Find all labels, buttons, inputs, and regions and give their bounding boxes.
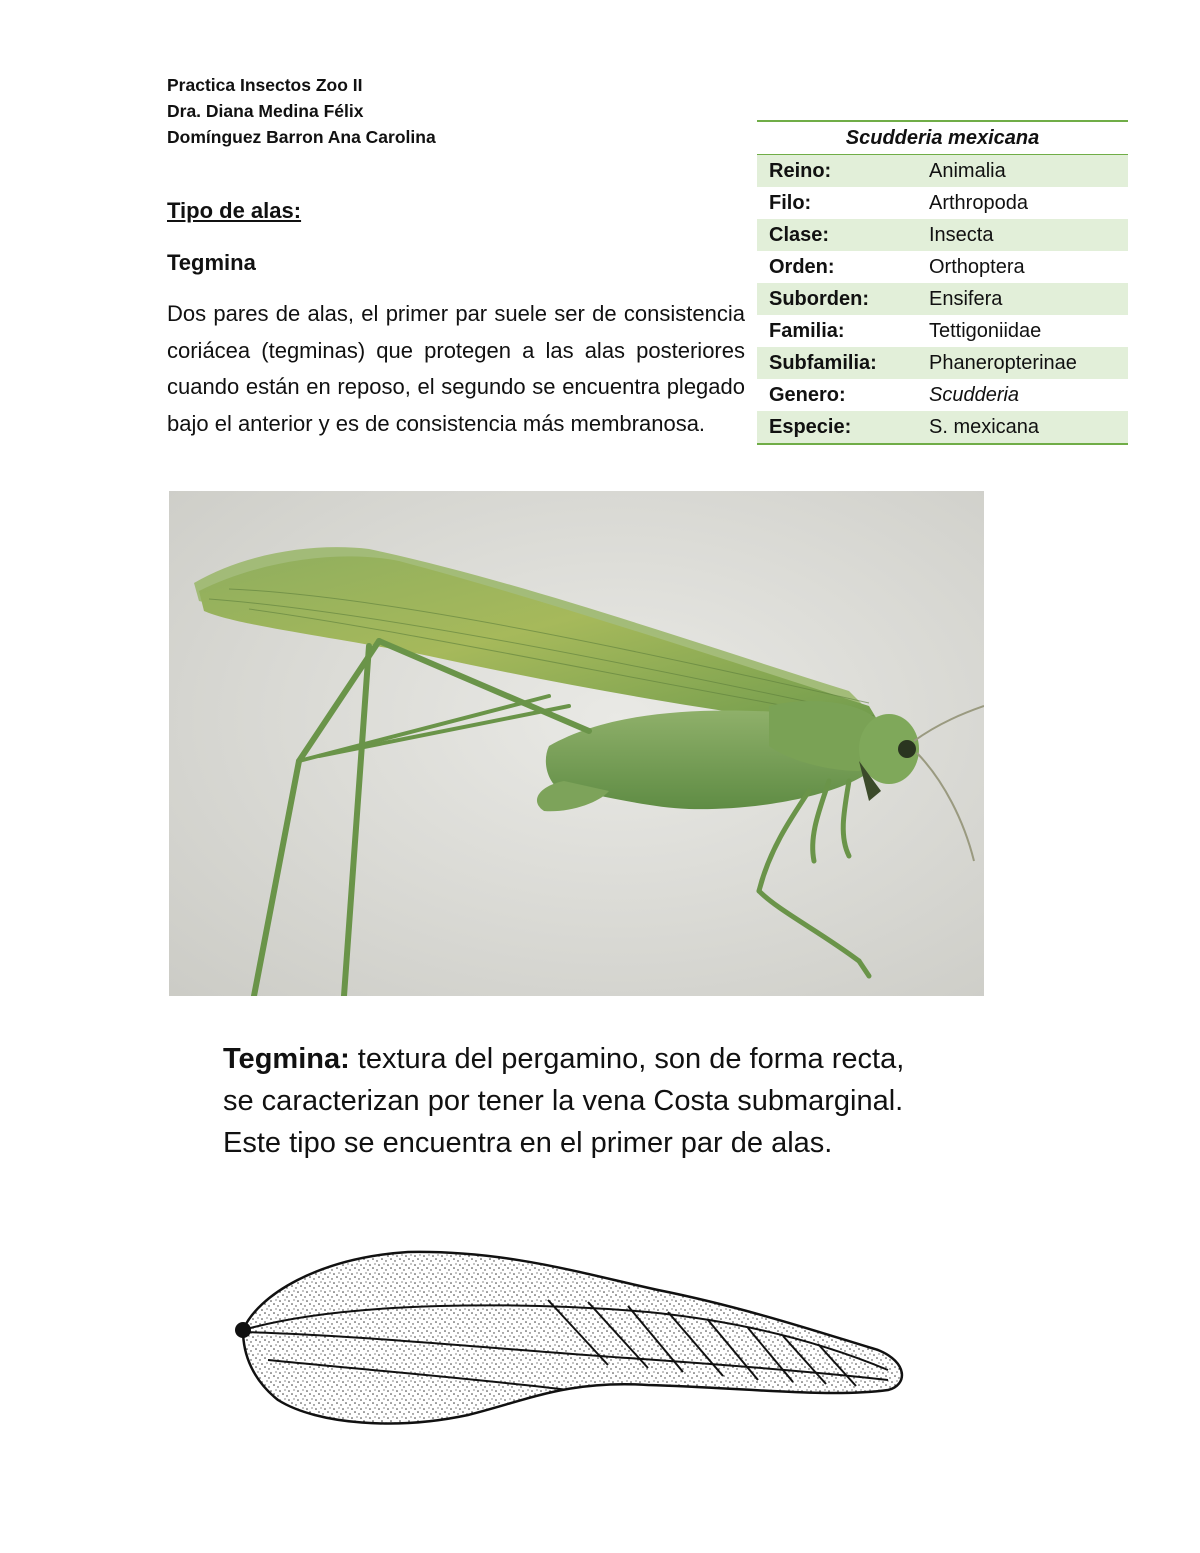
- caption-line-3: Este tipo se encuentra en el primer par de alas.: [223, 1127, 833, 1159]
- katydid-photo: [169, 491, 984, 996]
- taxon-value: Scudderia: [929, 383, 1020, 406]
- course-title: Practica Insectos Zoo II: [167, 75, 363, 95]
- tegmen-illustration: [228, 1240, 918, 1440]
- table-row: [757, 411, 1128, 444]
- student-name: Domínguez Barron Ana Carolina: [167, 127, 436, 147]
- taxon-value: Orthoptera: [929, 255, 1025, 278]
- taxon-value: Phaneropterinae: [917, 347, 1128, 379]
- taxon-value: Arthropoda: [929, 191, 1028, 214]
- instructor-name: Dra. Diana Medina Félix: [167, 101, 364, 121]
- tegmina-caption: [223, 1038, 983, 1164]
- table-row: [757, 187, 1128, 219]
- taxon-rank: Familia:: [769, 319, 845, 342]
- caption-line-1: [223, 1038, 983, 1080]
- taxon-rank: Orden:: [769, 255, 835, 278]
- table-row: [757, 379, 1128, 411]
- taxon-value: Ensifera: [917, 283, 1128, 315]
- taxonomy-title: Scudderia mexicana: [757, 121, 1128, 155]
- table-row: [757, 283, 1128, 315]
- taxon-rank: Reino:: [757, 155, 917, 188]
- taxon-rank: Filo:: [769, 191, 812, 214]
- table-row: [757, 251, 1128, 283]
- document-header: [167, 72, 436, 150]
- taxon-rank: Suborden:: [757, 283, 917, 315]
- caption-text: textura del pergamino, son de forma recta,: [349, 1043, 905, 1075]
- taxon-value: Animalia: [917, 155, 1128, 188]
- taxonomy-table: [757, 120, 1128, 445]
- table-row: [757, 315, 1128, 347]
- taxon-rank: Genero:: [769, 383, 846, 406]
- caption-line-2: se caracterizan por tener la vena Costa submarginal.: [223, 1085, 904, 1117]
- taxon-rank: Especie:: [757, 411, 917, 444]
- caption-term: Tegmina:: [223, 1043, 350, 1075]
- taxon-value: Tettigoniidae: [929, 319, 1042, 342]
- taxon-rank: Clase:: [757, 219, 917, 251]
- table-row: [757, 347, 1128, 379]
- wing-type-heading: Tegmina: [167, 250, 256, 275]
- wing-description: Dos pares de alas, el primer par suele ser de consistencia coriácea (tegminas) que protegen a las alas posteriores cuando están en reposo, el segundo se encuentra plegado bajo el anterior y es de consistencia más membranosa.: [167, 301, 745, 436]
- taxon-rank: Subfamilia:: [757, 347, 917, 379]
- taxon-value: Insecta: [917, 219, 1128, 251]
- table-row: [757, 219, 1128, 251]
- section-title: Tipo de alas:: [167, 198, 302, 223]
- table-row: [757, 155, 1128, 188]
- taxon-value: S. mexicana: [917, 411, 1128, 444]
